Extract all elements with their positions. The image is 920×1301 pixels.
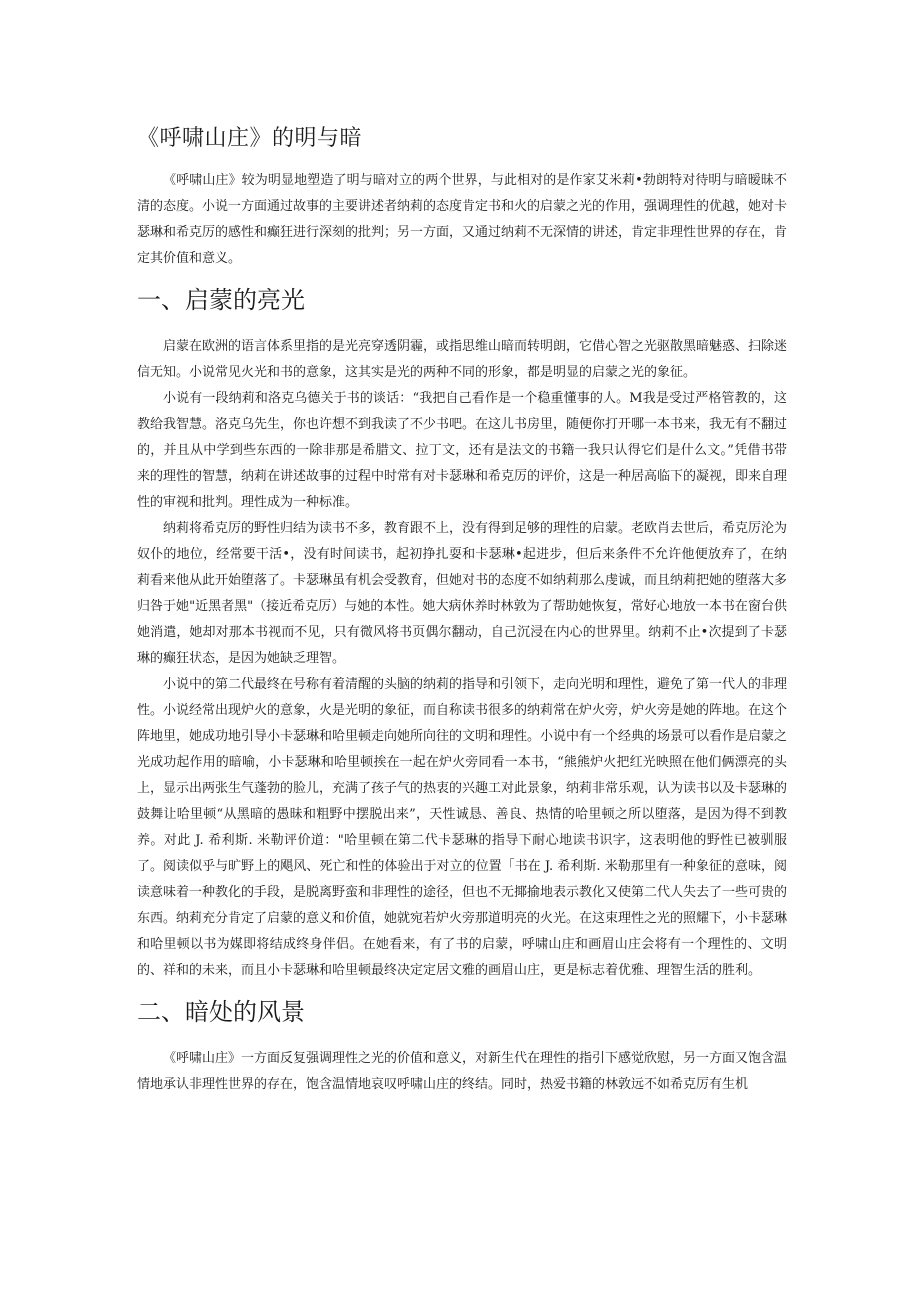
section-1-paragraph-3: 纳莉将希克厉的野性归结为读书不多，教育跟不上，没有得到足够的理性的启蒙。老欧肖去世后，希克厉沦为奴仆的地位，经常要干活•，没有时间读书，起初挣扎耍和卡瑟琳•起进步，但后来条件不允许他便放弃了，在纳莉看来他从此开始堕落了。卡瑟琳虽有机会受教育，但她对书的态度不如纳莉那么虔诚，而且纳莉把她的堕落大多归咎于她"近黑者黑"（接近希克厉）与她的本性。她大病休养时林敦为了帮助她恢复，常好心地放一本书在窗台供她消遣，她却对那本书视而不见，只有微风将书页偶尔翻动，自己沉浸在内心的世界里。纳莉不止•次提到了卡瑟琳的癫狂状态，是因为她缺乏理智。 (137, 521, 788, 666)
section-1-paragraph-2: 小说有一段纳莉和洛克乌德关于书的谈话：“我把自己看作是一个稳重懂事的人。M我是受过严格管教的，这教给我智慧。洛克乌先生，你也许想不到我读了不少书吧。在这儿书房里，随便你打开哪一本书来，我无有不翻过的，并且从中学到些东西的一除非那是希腊文、拉丁文，还有是法文的书籍一我只认得它们是什么文。”凭借书带来的理性的智慧，纳莉在讲述故事的过程中时常有对卡瑟琳和希克厉的评价，这是一种居高临下的凝视，即来自理性的审视和批判。理性成为一种标准。 (137, 391, 788, 510)
section-2-paragraph-1: 《呼啸山庄》一方面反复强调理性之光的价值和意义，对新生代在理性的指引下感觉欣慰，另一方面又饱含温情地承认非理性世界的存在，饱含温情地哀叹呼啸山庄的终结。同时，热爱书籍的林敦远不如希克厉有生机 (137, 1051, 788, 1092)
section-1-paragraph-1: 启蒙在欧洲的语言体系里指的是光亮穿透阴霾，或指思维山暗而转明朗，它借心智之光驱散黑暗魅惑、扫除迷信无知。小说常见火光和书的意象，这其实是光的两种不同的形象，都是明显的启蒙之光的象征。 (137, 339, 788, 380)
document-body (137, 122, 787, 1098)
section-heading-dark-scenery: 二、暗处的风景 (137, 998, 305, 1026)
intro-paragraph: 《呼啸山庄》较为明显地塑造了明与暗对立的两个世界，与此相对的是作家艾米莉•勃朗特对待明与暗暧昧不清的态度。小说一方面通过故事的主要讲述者纳莉的态度肯定书和火的启蒙之光的作用，强调理性的优越，她对卡瑟琳和希克厉的感性和癫狂进行深刻的批判；另一方面，又通过纳莉不无深情的讲述，肯定非理性世界的存在，肯定其价值和意义。 (137, 173, 788, 266)
document-title: 《呼啸山庄》的明与暗 (137, 126, 363, 151)
section-1-paragraph-4: 小说中的第二代最终在号称有着清醒的头脑的纳莉的指导和引领下，走向光明和理性，避免了第一代人的非理性。小说经常出现炉火的意象，火是光明的象征，而自称读书很多的纳莉常在炉火旁，炉火旁是她的阵地。在这个阵地里，她成功地引导小卡瑟琳和哈里顿走向她所向往的文明和理性。小说中有一个经典的场景可以看作是启蒙之光成功起作用的暗喻，小卡瑟琳和哈里顿挨在一起在炉火旁同看一本书，“熊熊炉火把红光映照在他们俩漂亮的头上，显示出两张生气蓬勃的脸儿，充满了孩子气的热衷的兴趣工对此景象，纳莉非常乐观，认为读书以及卡瑟琳的鼓舞让哈里顿“从黑暗的愚昧和粗野中摆脱出来”，天性诚恳、善良、热情的哈里顿之所以堕落，是因为得不到教养。对此 J. 希利斯. 米勒评价道："哈里顿在第二代卡瑟琳的指导下耐心地读书识字，这表明他的野性已被驯服了。阅读似乎与旷野上的飓风、死亡和性的体验出于对立的位置「书在 J. 希利斯. 米勒那里有一种象征的意味，阅读意味着一种教化的手段，是脱离野蛮和非理性的途径，但也不无揶揄地表示教化又使第二代人失去了一些可贵的东西。纳莉充分肯定了启蒙的意义和价值，她就宛若炉火旁那道明亮的火光。在这束理性之光的照耀下，小卡瑟琳和哈里顿以书为媒即将结成终身伴侣。在她看来，有了书的启蒙，呼啸山庄和画眉山庄会将有一个理性的、文明的、祥和的未来，而且小卡瑟琳和哈里顿最终决定定居文雅的画眉山庄，更是标志着优雅、理智生活的胜利。 (137, 677, 788, 978)
section-heading-enlightenment: 一、启蒙的亮光 (137, 286, 305, 314)
